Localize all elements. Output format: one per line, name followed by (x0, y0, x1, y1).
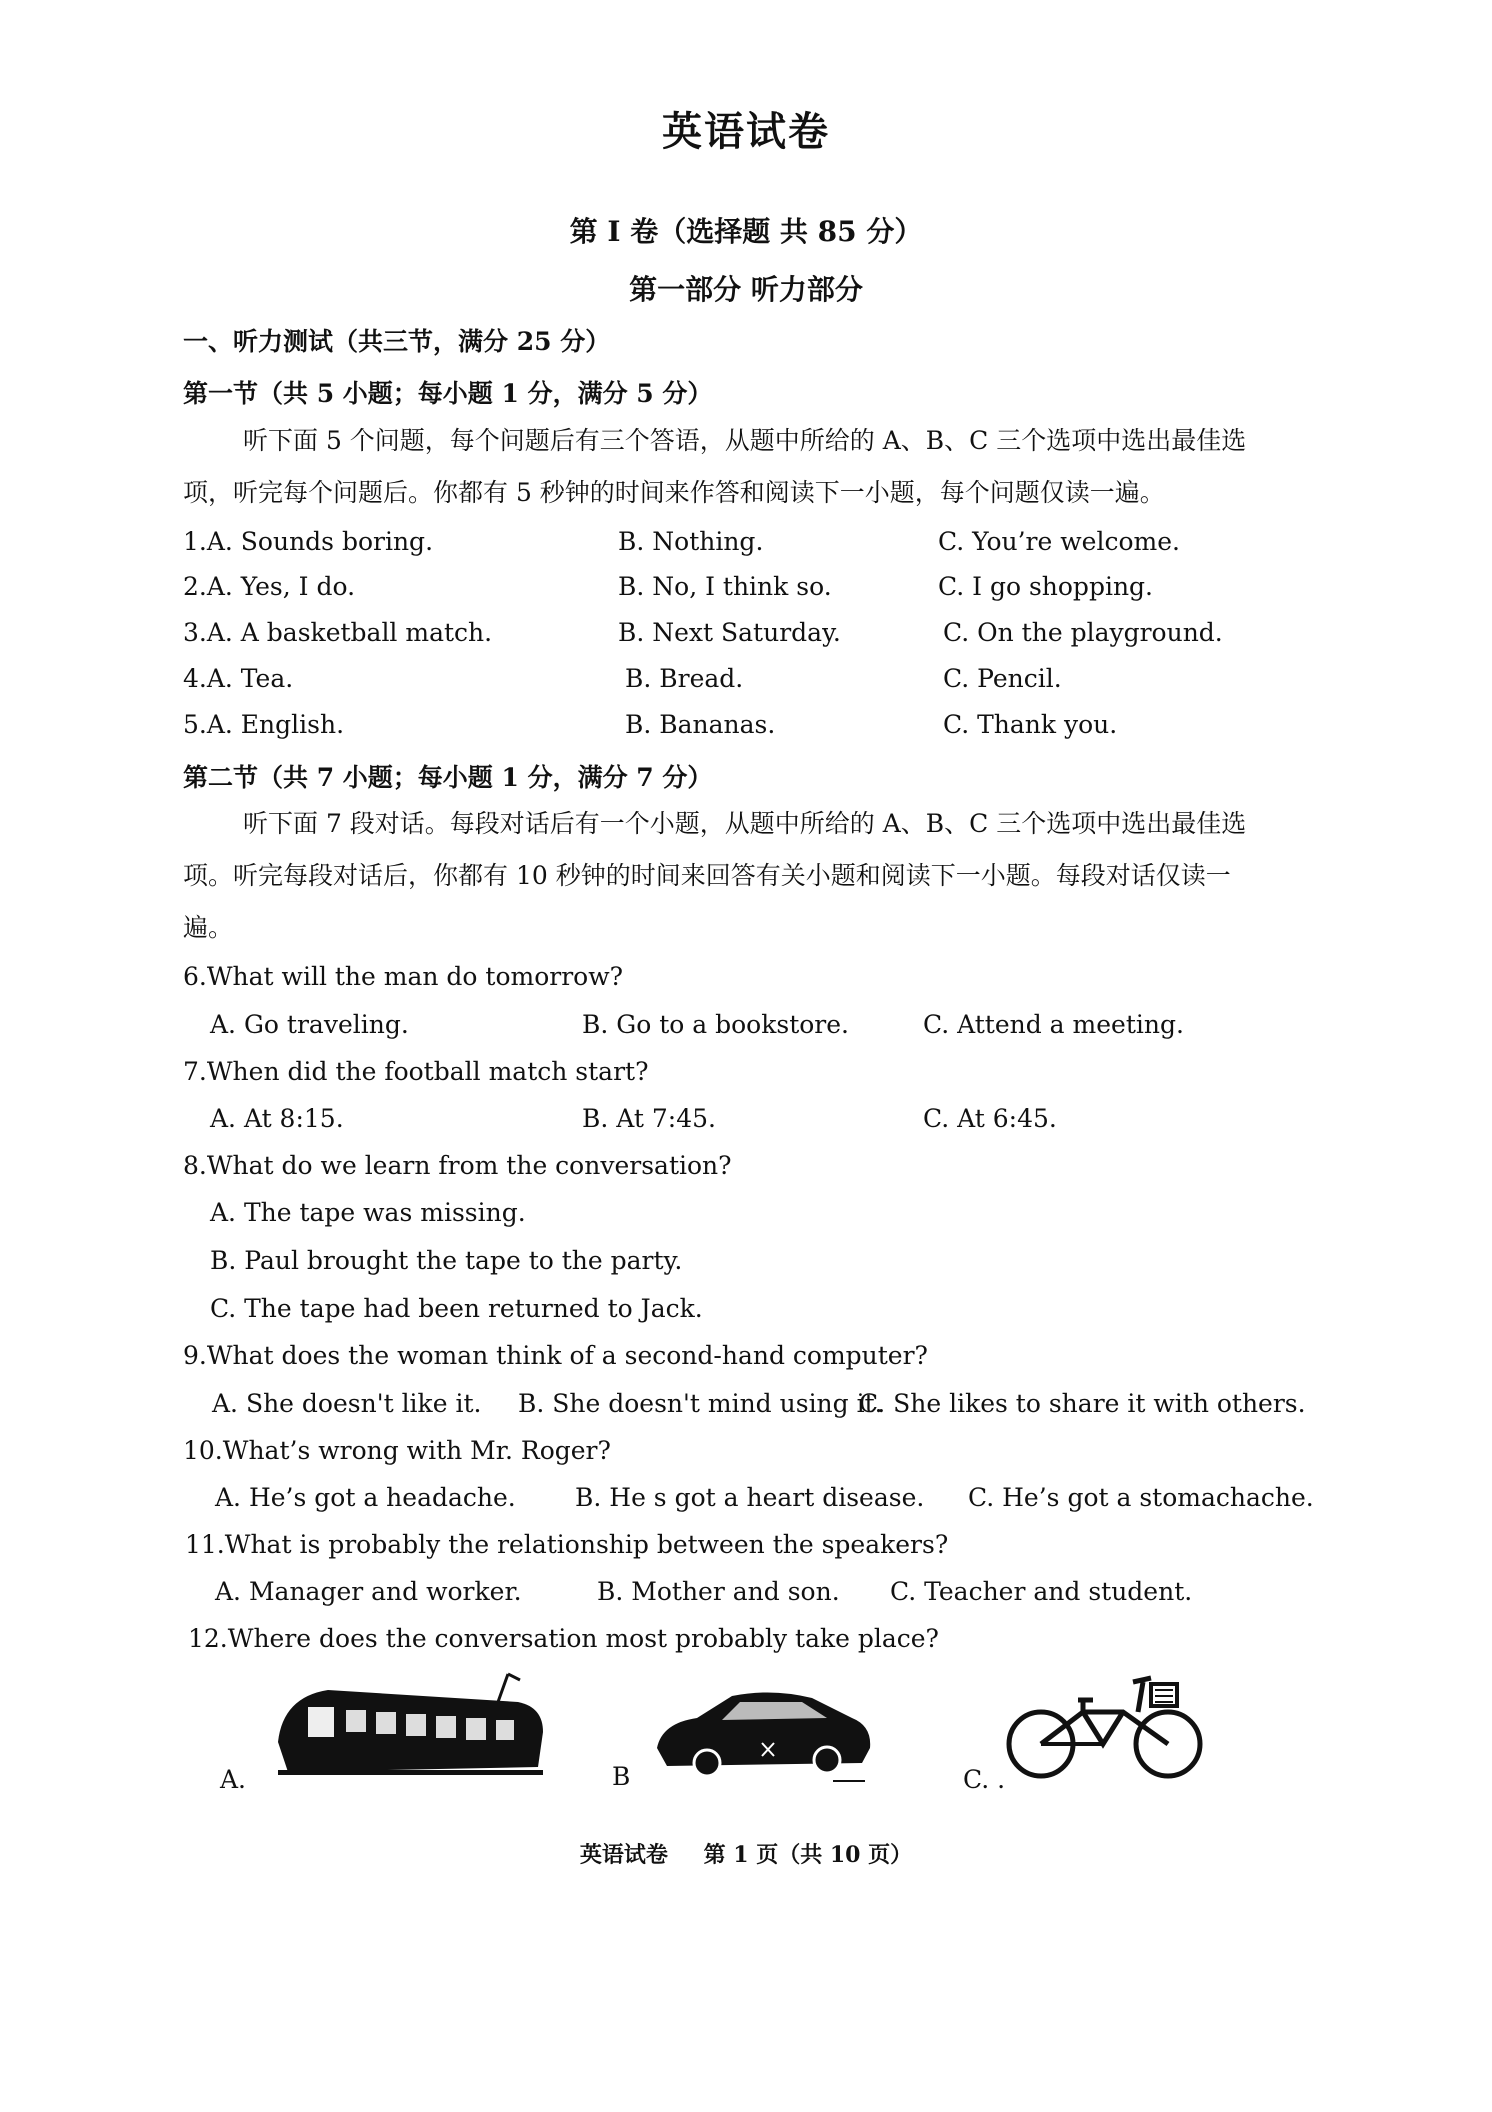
q10-option-c: C. He’s got a stomachache. (968, 1483, 1314, 1512)
part1-instructions: 听下面 5 个问题，每个问题后有三个答语，从题中所给的 A、B、C 三个选项中选出最佳选项，听完每个问题后。你都有 5 秒钟的时间来作答和阅读下一小题，每个问题仅读一遍。 (183, 426, 1247, 507)
q2-option-c: C. I go shopping. (938, 572, 1153, 601)
bicycle-icon (1003, 1672, 1208, 1782)
q8-option-a: A. The tape was missing. (210, 1198, 526, 1227)
q8-stem: 8.What do we learn from the conversation? (183, 1151, 732, 1180)
q6-option-c: C. Attend a meeting. (923, 1010, 1184, 1039)
part2-instructions: 听下面 7 段对话。每段对话后有一个小题，从题中所给的 A、B、C 三个选项中选出最佳选项。听完每段对话后，你都有 10 秒钟的时间来回答有关小题和阅读下一小题。每段对话仅读一遍。 (183, 809, 1247, 942)
q3-option-a: 3.A. A basketball match. (183, 618, 493, 647)
q12-option-a-label: A. (220, 1765, 247, 1794)
footer-exam-name: 英语试卷 (579, 1842, 668, 1868)
q1-option-b: B. Nothing. (618, 527, 764, 556)
page-title: 英语试卷 (662, 108, 830, 155)
q4-option-b: B. Bread. (625, 664, 744, 693)
q5-option-b: B. Bananas. (625, 710, 776, 739)
q12-option-c-label: C. . (963, 1765, 1006, 1794)
q3-option-b: B. Next Saturday. (618, 618, 841, 647)
q10-option-a: A. He’s got a headache. (215, 1483, 516, 1512)
q1-option-c: C. You’re welcome. (938, 527, 1180, 556)
q1-option-a: 1.A. Sounds boring. (183, 527, 434, 556)
q11-option-c: C. Teacher and student. (890, 1577, 1193, 1606)
q9-option-a: A. She doesn't like it. (212, 1389, 482, 1418)
q4-option-c: C. Pencil. (943, 664, 1062, 693)
q3-option-c: C. On the playground. (943, 618, 1223, 647)
q6-option-b: B. Go to a bookstore. (582, 1010, 850, 1039)
q8-option-c: C. The tape had been returned to Jack. (210, 1294, 703, 1323)
q10-stem: 10.What’s wrong with Mr. Roger? (183, 1436, 611, 1465)
part1-heading: 第一节（共 5 小题；每小题 1 分，满分 5 分） (183, 379, 713, 408)
q2-option-b: B. No, I think so. (618, 572, 832, 601)
q2-option-a: 2.A. Yes, I do. (183, 572, 356, 601)
q5-option-a: 5.A. English. (183, 710, 345, 739)
footer-page-number: 第 1 页（共 10 页） (703, 1842, 913, 1868)
part2-heading: 第二节（共 7 小题；每小题 1 分，满分 7 分） (183, 763, 713, 792)
train-icon (268, 1672, 553, 1782)
q6-stem: 6.What will the man do tomorrow? (183, 962, 624, 991)
q7-option-a: A. At 8:15. (210, 1104, 344, 1133)
q11-option-a: A. Manager and worker. (215, 1577, 522, 1606)
q10-option-b: B. He s got a heart disease. (575, 1483, 925, 1512)
q4-option-a: 4.A. Tea. (183, 664, 294, 693)
q7-option-c: C. At 6:45. (923, 1104, 1057, 1133)
blank-line (833, 1780, 865, 1782)
q11-stem: 11.What is probably the relationship between the speakers? (185, 1530, 949, 1559)
section-heading: 一、听力测试（共三节，满分 25 分） (183, 327, 611, 356)
q7-stem: 7.When did the football match start? (183, 1057, 649, 1086)
car-icon (652, 1688, 874, 1778)
q9-stem: 9.What does the woman think of a second-hand computer? (183, 1341, 928, 1370)
q5-option-c: C. Thank you. (943, 710, 1118, 739)
q9-option-b: B. She doesn't mind using it. (518, 1389, 883, 1418)
q8-option-b: B. Paul brought the tape to the party. (210, 1246, 683, 1275)
q7-option-b: B. At 7:45. (582, 1104, 716, 1133)
q12-stem: 12.Where does the conversation most probably take place? (188, 1624, 939, 1653)
page-footer (0, 1838, 1492, 1869)
q11-option-b: B. Mother and son. (597, 1577, 840, 1606)
q6-option-a: A. Go traveling. (210, 1010, 409, 1039)
volume-heading: 第 I 卷（选择题 共 85 分） (569, 215, 923, 248)
q9-option-c: C. She likes to share it with others. (859, 1389, 1306, 1418)
part-heading: 第一部分 听力部分 (629, 273, 863, 306)
q12-option-b-label: B (612, 1762, 631, 1791)
